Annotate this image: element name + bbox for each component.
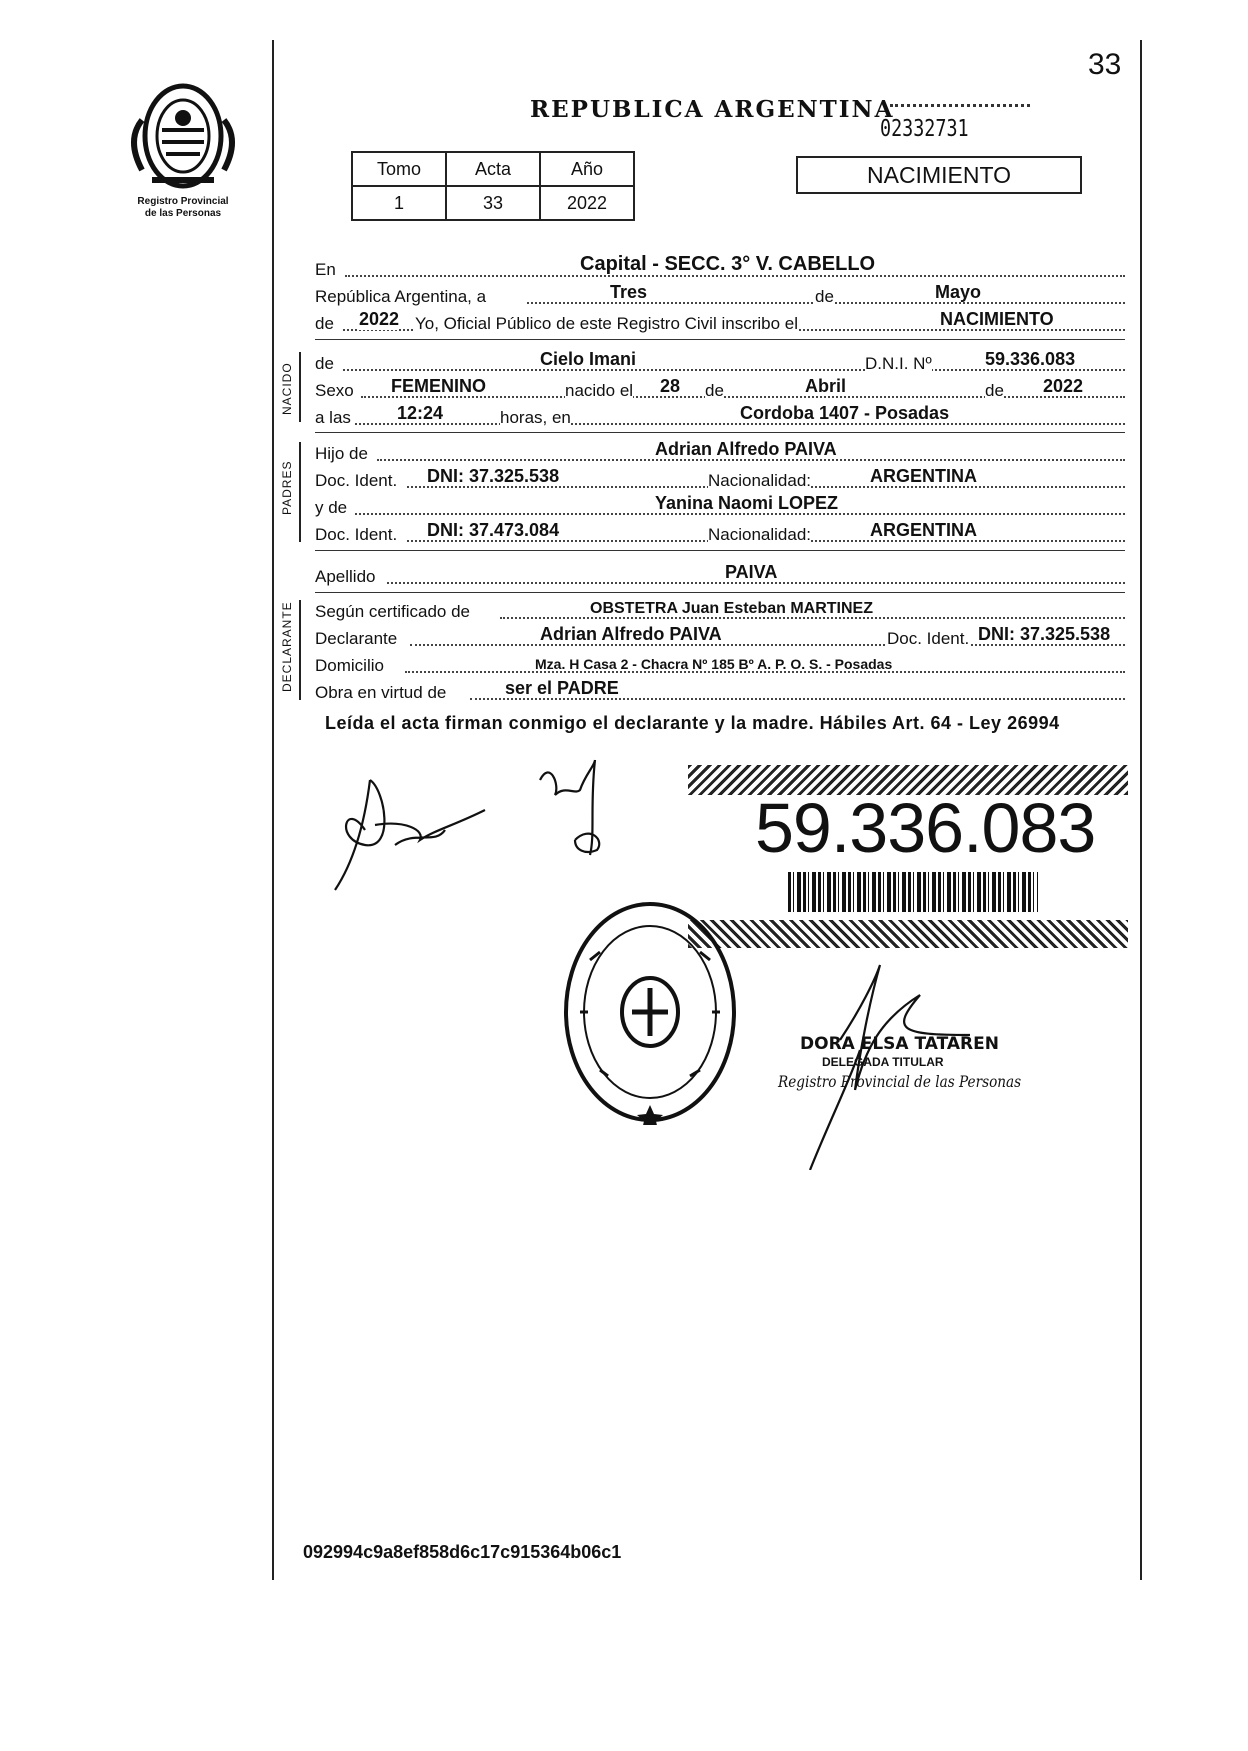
- row-father-doc: [315, 467, 1125, 491]
- value-birth-place: Cordoba 1407 - Posadas: [740, 403, 950, 423]
- row-father: [315, 440, 1125, 464]
- label-de: de: [815, 287, 834, 306]
- value-act-type: NACIMIENTO: [940, 309, 1054, 329]
- value-certificado: OBSTETRA Juan Esteban MARTINEZ: [590, 600, 873, 617]
- label-de: de: [705, 381, 724, 400]
- document-hash: 092994c9a8ef858d6c17c915364b06c1: [303, 1542, 622, 1562]
- label-nacionalidad: Nacionalidad:: [708, 525, 812, 544]
- table-header-cell: Año: [540, 152, 634, 186]
- tomo-acta-table: [351, 151, 635, 221]
- row-sex-birth: [315, 377, 1125, 401]
- label-doc: Doc. Ident.: [315, 525, 398, 544]
- value-apellido: PAIVA: [725, 562, 778, 582]
- nacido-bar: [299, 352, 301, 422]
- row-mother: [315, 494, 1125, 518]
- declarant-signature: [325, 770, 505, 900]
- table-header-cell: Tomo: [352, 152, 446, 186]
- label-y-de: y de: [315, 498, 348, 517]
- label-de: de: [985, 381, 1004, 400]
- value-birth-year: 2022: [1043, 376, 1084, 396]
- logo-caption-line2: de las Personas: [144, 208, 222, 219]
- logo-caption: [118, 196, 248, 220]
- value-place: Capital - SECC. 3° V. CABELLO: [580, 253, 876, 275]
- official-stamp: [560, 900, 740, 1125]
- label-dni: D.N.I. Nº: [865, 354, 932, 373]
- label-apellido: Apellido: [315, 567, 376, 586]
- value-mother-nat: ARGENTINA: [870, 520, 977, 540]
- value-declarante-doc: DNI: 37.325.538: [978, 624, 1111, 644]
- section-divider: [315, 432, 1125, 433]
- side-label-padres: PADRES: [280, 460, 294, 515]
- row-apellido: [315, 563, 1125, 587]
- table-header-cell: Acta: [446, 152, 540, 186]
- label-nacionalidad: Nacionalidad:: [708, 471, 812, 490]
- value-domicilio: Mza. H Casa 2 - Chacra Nº 185 Bº A. P. O. S. - Posadas: [535, 656, 893, 672]
- row-year: [315, 310, 1125, 334]
- row-obra: [315, 679, 1125, 703]
- label-domicilio: Domicilio: [315, 656, 384, 675]
- padres-bar: [299, 442, 301, 542]
- label-doc: Doc. Ident.: [887, 629, 970, 648]
- record-type-box: NACIMIENTO: [796, 156, 1082, 194]
- declarante-bar: [299, 600, 301, 700]
- label-doc: Doc. Ident.: [315, 471, 398, 490]
- label-nacido-el: nacido el: [565, 381, 634, 400]
- label-horas: horas, en: [500, 408, 571, 427]
- label-inscribo: Yo, Oficial Público de este Registro Civil inscribo el: [415, 314, 798, 333]
- provincial-logo: [122, 80, 244, 196]
- value-year: 2022: [359, 309, 400, 329]
- label-en: En: [315, 260, 336, 279]
- value-father-nat: ARGENTINA: [870, 466, 977, 486]
- value-declarante: Adrian Alfredo PAIVA: [540, 624, 722, 644]
- logo-caption-line1: Registro Provincial: [137, 196, 229, 207]
- value-birth-day: 28: [660, 376, 681, 396]
- value-father-name: Adrian Alfredo PAIVA: [655, 439, 837, 459]
- table-cell: 33: [446, 186, 540, 220]
- value-father-doc: DNI: 37.325.538: [427, 466, 560, 486]
- section-divider: [315, 339, 1125, 340]
- row-place: [315, 253, 1125, 280]
- value-mother-name: Yanina Naomi LOPEZ: [655, 493, 839, 513]
- table-cell: 1: [352, 186, 446, 220]
- table-cell: 2022: [540, 186, 634, 220]
- label-sexo: Sexo: [315, 381, 354, 400]
- registrar-name: DORA ELSA TATAREN: [800, 1034, 999, 1054]
- left-margin-line: [272, 40, 274, 1580]
- table-header-row: [352, 152, 634, 186]
- row-declarante: [315, 625, 1125, 649]
- registrar-org: Registro Provincial de las Personas: [778, 1072, 1022, 1091]
- sticker-dni-number: 59.336.083: [755, 789, 1096, 867]
- side-label-nacido: NACIDO: [280, 362, 294, 415]
- label-a-las: a las: [315, 408, 351, 427]
- value-birth-month: Abril: [805, 376, 847, 396]
- label-de: de: [315, 354, 334, 373]
- value-obra: ser el PADRE: [505, 678, 619, 698]
- right-margin-line: [1140, 40, 1142, 1580]
- value-month: Mayo: [935, 282, 982, 302]
- section-divider: [315, 592, 1125, 593]
- label-republica: República Argentina, a: [315, 287, 487, 306]
- value-mother-doc: DNI: 37.473.084: [427, 520, 560, 540]
- value-dni: 59.336.083: [985, 349, 1076, 369]
- row-certificado: [315, 598, 1125, 622]
- value-name: Cielo Imani: [540, 349, 637, 369]
- value-hour: 12:24: [397, 403, 444, 423]
- label-de2: de: [315, 314, 334, 333]
- serial-number: 02332731: [880, 116, 969, 142]
- label-certificado: Según certificado de: [315, 602, 470, 621]
- row-mother-doc: [315, 521, 1125, 545]
- side-label-declarante: DECLARANTE: [280, 601, 294, 692]
- closing-note: Leída el acta firman conmigo el declarante y la madre. Hábiles Art. 64 - Ley 26994: [325, 713, 1060, 733]
- registrar-role: DELEGADA TITULAR: [822, 1055, 944, 1069]
- label-declarante: Declarante: [315, 629, 398, 648]
- row-time-place: [315, 404, 1125, 428]
- page-number: 33: [1088, 48, 1122, 81]
- row-name: [315, 350, 1125, 374]
- mother-signature: [535, 755, 635, 865]
- label-obra: Obra en virtud de: [315, 683, 447, 702]
- table-row: [352, 186, 634, 220]
- row-domicilio: [315, 652, 1125, 676]
- section-divider: [315, 550, 1125, 551]
- document-title: REPUBLICA ARGENTINA: [530, 96, 895, 123]
- value-sexo: FEMENINO: [391, 376, 487, 396]
- row-date: [315, 283, 1125, 307]
- barcode: [788, 872, 1038, 912]
- serial-dash: [890, 104, 1030, 107]
- label-hijo-de: Hijo de: [315, 444, 368, 463]
- value-day: Tres: [610, 282, 648, 302]
